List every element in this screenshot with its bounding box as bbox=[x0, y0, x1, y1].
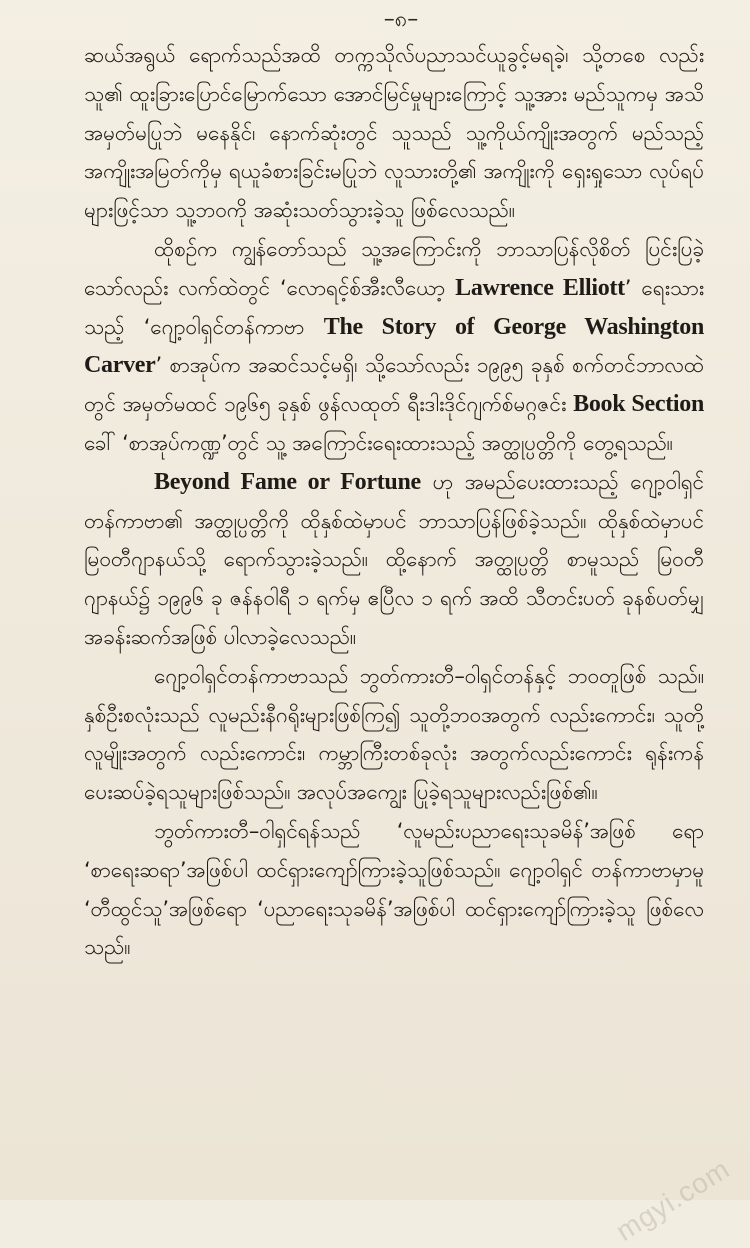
english-title-text: Book Section bbox=[573, 391, 704, 418]
english-title-text: The Story of George Washington Carver bbox=[84, 313, 704, 379]
paragraph bbox=[84, 657, 704, 812]
paragraph-text: ဟု အမည်ပေးထားသည့် ဂျော့ဝါရှင် တန်ကာဗာ၏ အတ္ထုပ္ပတ္တိကို ထိုနှစ်ထဲမှာပင် ဘာသာပြန်ဖြစ်ခဲ့သည်။ ထိုနှစ်ထဲမှာပင် မြဝတီဂျာနယ်သို့ ရောက်သွားခဲ့သည်။ ထို့နောက် အတ္ထုပ္ပတ္တိ စာမူသည် မြဝတီဂျာနယ်၌ ၁၉၉၆ ခု ဇန်နဝါရီ ၁ ရက်မှ ဧပြီလ ၁ ရက် အထိ သီတင်းပတ် ခုနစ်ပတ်မျှ အခန်းဆက်အဖြစ် ပါလာခဲ့လေသည်။ bbox=[84, 469, 704, 649]
paragraph-text: ဆယ်အရွယ် ရောက်သည်အထိ တက္ကသိုလ်ပညာသင်ယူခွင့်မရခဲ့၊ သို့တစေ လည်း သူ၏ ထူးခြားပြောင်မြောက်သော အောင်မြင်မှုများကြောင့် သူ့အား မည်သူကမှ အသိအမှတ်မပြုဘဲ မနေနိုင်၊ နောက်ဆုံးတွင် သူသည် သူ့ကိုယ်ကျိုးအတွက် မည်သည့်အကျိုးအမြတ်ကိုမှ ရယူခံစားခြင်းမပြုဘဲ လူသားတို့၏ အကျိုးကို ရှေးရှုသော လုပ်ရပ်များဖြင့်သာ သူ့ဘဝကို အဆုံးသတ်သွားခဲ့သူ ဖြစ်လေသည်။ bbox=[84, 43, 704, 223]
english-title-text: Beyond Fame or Fortune bbox=[154, 468, 421, 495]
english-title-text: Lawrence Elliott bbox=[455, 274, 625, 301]
page-number: –၈– bbox=[383, 7, 419, 32]
paragraph-text: ’ ရေးသားသည့် ‘ဂျော့ဝါရှင်တန်ကာဗာ bbox=[84, 275, 704, 339]
paragraph-text: ခေါ် ‘စာအုပ်ကဏ္ဍ’တွင် သူ့ အကြောင်းရေးထားသည့် အတ္ထုပ္ပတ္တိကို တွေ့ရသည်။ bbox=[84, 430, 673, 455]
paragraph-text: ဘွတ်ကားတီ–ဝါရှင်ရန်သည် ‘လူမည်းပညာရေးသုခမိန်’အဖြစ် ရော ‘စာရေးဆရာ’အဖြစ်ပါ ထင်ရှားကျော်ကြားခဲ့သူဖြစ်သည်။ ဂျော့ဝါရှင် တန်ကာဗာမှာမူ ‘တီထွင်သူ’အဖြစ်ရော ‘ပညာရေးသုခမိန်’အဖြစ်ပါ ထင်ရှားကျော်ကြားခဲ့သူ ဖြစ်လေသည်။ bbox=[84, 818, 704, 960]
paragraph bbox=[84, 230, 704, 463]
paragraph bbox=[84, 812, 704, 967]
paragraph-text: ဂျော့ဝါရှင်တန်ကာဗာသည် ဘွတ်ကားတီ–ဝါရှင်တန်နှင့် ဘဝတူဖြစ် သည်။ နှစ်ဦးစလုံးသည် လူမည်းနီဂရိုးများဖြစ်ကြ၍ သူတို့ဘဝအတွက် လည်းကောင်း၊ သူတို့လူမျိုးအတွက် လည်းကောင်း၊ ကမ္ဘာကြီးတစ်ခုလုံး အတွက်လည်းကောင်း ရုန်းကန်ပေးဆပ်ခဲ့ရသူများဖြစ်သည်။ အလုပ်အကျွေး ပြုခဲ့ရသူများလည်းဖြစ်၏။ bbox=[84, 663, 704, 805]
paragraph-text: ’ စာအုပ်က အဆင်သင့်မရှိ၊ သို့သော်လည်း ၁၉၉၅ ခုနှစ် စက်တင်ဘာလထဲတွင် အမှတ်မထင် ၁၉၆၅ ခုနှစ် ဖွန်လထုတ် ရီးဒါးဒိုင်ဂျက်စ်မဂ္ဂဇင်း bbox=[84, 353, 704, 417]
paragraph bbox=[84, 36, 704, 230]
paragraph bbox=[84, 463, 704, 657]
watermark: mgyi.com bbox=[610, 1152, 736, 1247]
body-text bbox=[84, 36, 704, 967]
paragraph-text: ထိုစဉ်က ကျွန်တော်သည် သူ့အကြောင်းကို ဘာသာပြန်လိုစိတ် ပြင်းပြခဲ့သော်လည်း လက်ထဲတွင် ‘လောရင့်စ်အီးလီယော့ bbox=[84, 236, 704, 300]
